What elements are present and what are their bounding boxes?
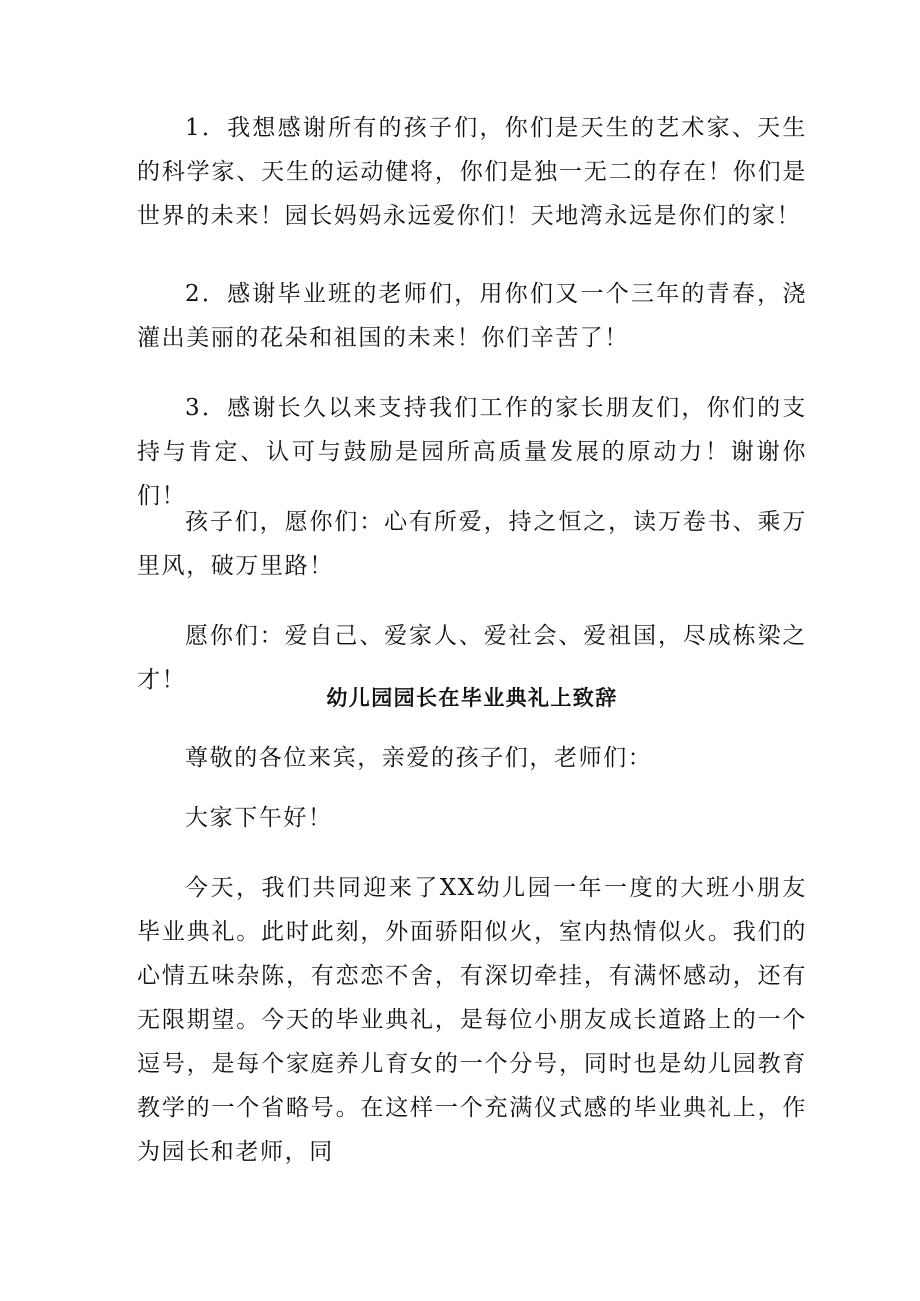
paragraph-wishes-love: 愿你们：爱自己、爱家人、爱社会、爱祖国，尽成栋梁之才！ [137, 623, 807, 693]
paragraph-thanks-parents: 3．感谢长久以来支持我们工作的家长朋友们，你们的支持与肯定、认可与鼓励是园所高质量发展的原动力！谢谢你们！ [137, 395, 807, 509]
paragraph-salutation: 尊敬的各位来宾，亲爱的孩子们，老师们： [185, 745, 653, 771]
paragraph-wishes-children: 孩子们，愿你们：心有所爱，持之恒之，读万卷书、乘万里风，破万里路！ [137, 509, 807, 579]
paragraph-speech-body: 今天，我们共同迎来了XX幼儿园一年一度的大班小朋友毕业典礼。此时此刻，外面骄阳似火，室内热情似火。我们的心情五味杂陈，有恋恋不舍，有深切牵挂，有满怀感动，还有无限期望。今天的毕业典礼，是每位小朋友成长道路上的一个逗号，是每个家庭养儿育女的一个分号，同时也是幼儿园教育教学的一个省略号。在这样一个充满仪式感的毕业典礼上，作为园长和老师，同 [137, 875, 807, 1165]
section-title: 幼儿园园长在毕业典礼上致辞 [326, 685, 618, 710]
paragraph-thanks-children: 1．我想感谢所有的孩子们，你们是天生的艺术家、天生的科学家、天生的运动健将，你们是独一无二的存在！你们是世界的未来！园长妈妈永远爱你们！天地湾永远是你们的家！ [137, 115, 807, 229]
paragraph-thanks-teachers: 2．感谢毕业班的老师们，用你们又一个三年的青春，浇灌出美丽的花朵和祖国的未来！你们辛苦了！ [137, 281, 807, 351]
paragraph-greeting: 大家下午好！ [185, 805, 333, 831]
